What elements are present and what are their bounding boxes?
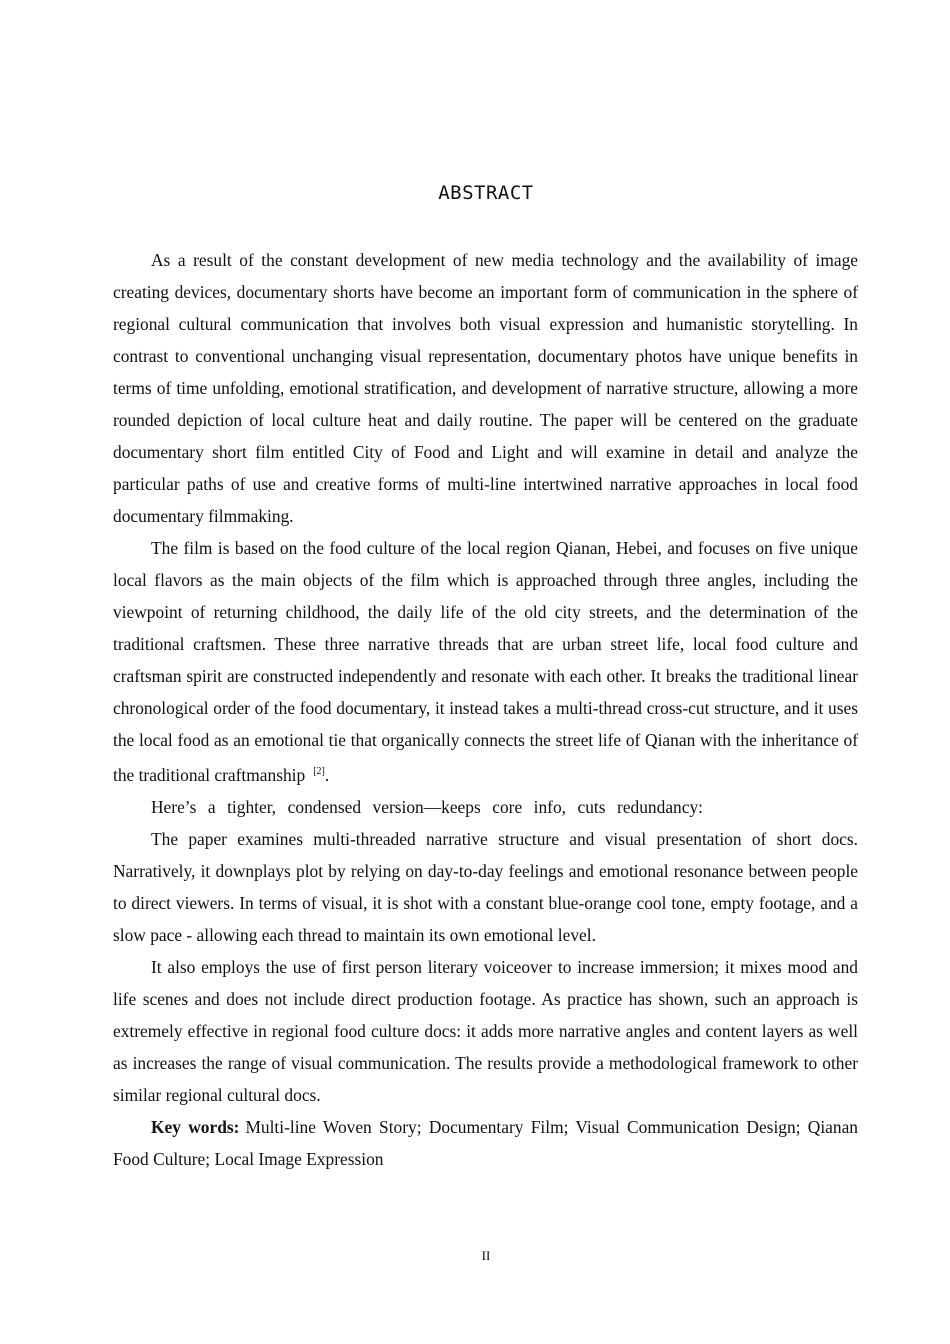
abstract-paragraph-3: Here’s a tighter, condensed version—keeps core info, cuts redundancy: [151, 797, 703, 817]
citation-period: . [324, 765, 330, 785]
abstract-paragraph-4: The paper examines multi-threaded narrative structure and visual presentation of short docs. Narratively, it downplays plot by relying on day-to-day feelings and emotional resonance between people to direct viewers. In terms of visual, it is shot with a constant blue-orange cool tone, empty footage, and a slow pace - allowing each thread to maintain its own emotional level. [113, 829, 858, 945]
keywords-label: Key words: [151, 1117, 240, 1137]
abstract-paragraph-2 [113, 532, 858, 791]
keywords-text: Multi-line Woven Story; Documentary Film; Visual Communication Design; Qianan Food Culture; Local Image Expression [113, 1117, 858, 1169]
abstract-paragraph-1: As a result of the constant development of new media technology and the availability of image creating devices, documentary shorts have become an important form of communication in the sphere of regional cultural communication that involves both visual expression and humanistic storytelling. In contrast to conventional unchanging visual representation, documentary photos have unique benefits in terms of time unfolding, emotional stratification, and development of narrative structure, allowing a more rounded depiction of local culture heat and daily routine. The paper will be centered on the graduate documentary short film entitled City of Food and Light and will examine in detail and analyze the particular paths of use and creative forms of multi-line intertwined narrative approaches in local food documentary filmmaking. [113, 250, 858, 526]
abstract-paragraph-5: It also employs the use of first person literary voiceover to increase immersion; it mixes mood and life scenes and does not include direct production footage. As practice has shown, such an approach is extremely effective in regional food culture docs: it adds more narrative angles and content layers as well as increases the range of visual communication. The results provide a methodological framework to other similar regional cultural docs. [113, 957, 858, 1105]
abstract-title: ABSTRACT [438, 182, 534, 204]
page-number: II [481, 1248, 491, 1263]
keywords-line [113, 1111, 858, 1175]
abstract-paragraph-2-text: The film is based on the food culture of the local region Qianan, Hebei, and focuses on five unique local flavors as the main objects of the film which is approached through three angles, including the viewpoint of returning childhood, the daily life of the old city streets, and the determination of the traditional craftsmen. These three narrative threads that are urban street life, local food culture and craftsman spirit are constructed independently and resonate with each other. It breaks the traditional linear chronological order of the food documentary, it instead takes a multi-thread cross-cut structure, and it uses the local food as an emotional tie that organically connects the street life of Qianan with the inheritance of the traditional craftmanship [113, 538, 858, 785]
abstract-body [113, 244, 858, 1175]
citation-marker: [2] [313, 766, 325, 777]
